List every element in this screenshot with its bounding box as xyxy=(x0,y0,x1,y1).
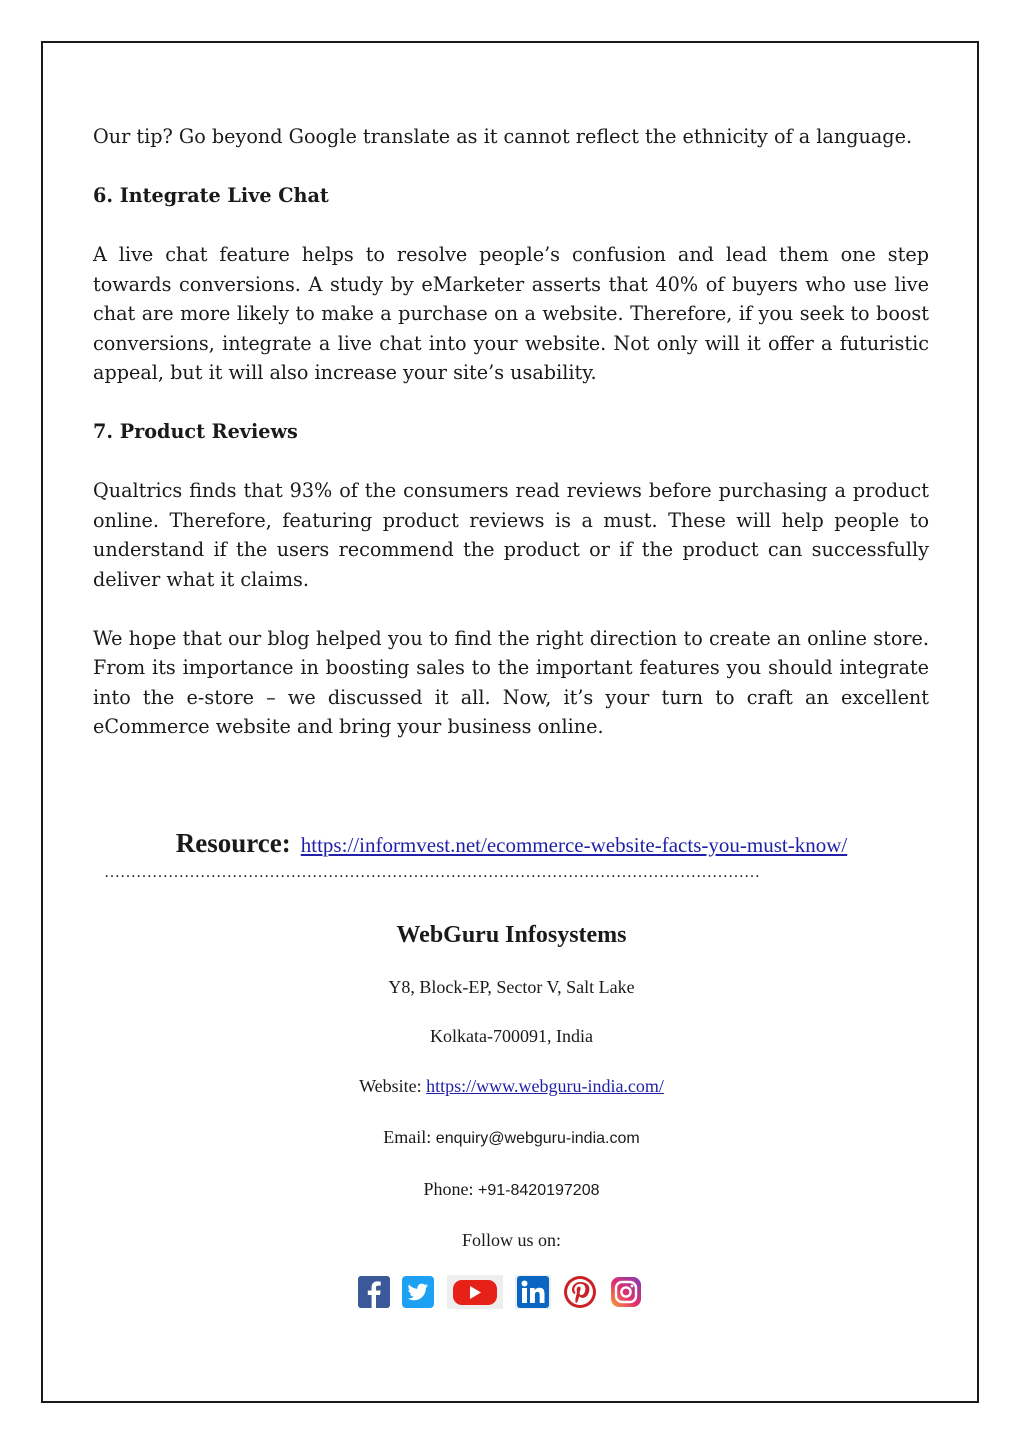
section-heading-live-chat: 6. Integrate Live Chat xyxy=(93,184,329,207)
company-name: WebGuru Infosystems xyxy=(396,922,627,948)
website-label: Website: xyxy=(359,1076,422,1096)
website-link[interactable]: https://www.webguru-india.com/ xyxy=(426,1076,664,1096)
email-value: enquiry@webguru-india.com xyxy=(435,1130,640,1147)
section-heading-product-reviews: 7. Product Reviews xyxy=(93,420,298,443)
resource-link[interactable]: https://informvest.net/ecommerce-website-facts-you-must-know/ xyxy=(300,833,848,857)
instagram-icon[interactable] xyxy=(609,1275,643,1309)
twitter-icon[interactable] xyxy=(401,1275,435,1309)
live-chat-paragraph: A live chat feature helps to resolve people’s confusion and lead them one step towards conversions. A study by eMarketer asserts that 40% of buyers who use live chat are more likely to make a purchase on a website. Therefore, if you seek to boost conversions, integrate a live chat into your website. Not only will it offer a futuristic appeal, but it will also increase your site’s usability. xyxy=(93,243,929,384)
resource-line xyxy=(0,828,1023,859)
phone-line xyxy=(0,1179,1023,1200)
address-line-2: Kolkata-700091, India xyxy=(430,1026,593,1046)
resource-label: Resource: xyxy=(175,828,291,858)
tip-paragraph: Our tip? Go beyond Google translate as it cannot reflect the ethnicity of a language. xyxy=(93,125,913,148)
product-reviews-paragraph: Qualtrics finds that 93% of the consumers read reviews before purchasing a product online. Therefore, featuring product reviews is a must. These will help people to understand if the users recommend the product or if the product can successfully deliver what it claims. xyxy=(93,479,929,591)
pinterest-icon[interactable] xyxy=(563,1275,597,1309)
youtube-icon[interactable] xyxy=(447,1275,503,1309)
social-icons xyxy=(357,1274,643,1310)
follow-label: Follow us on: xyxy=(461,1230,562,1250)
dotted-separator: …………………………………………………………………………………………………………… xyxy=(104,864,760,881)
phone-label: Phone: xyxy=(423,1179,474,1199)
article-body xyxy=(93,122,929,742)
facebook-icon[interactable] xyxy=(357,1275,391,1309)
email-label: Email: xyxy=(383,1127,432,1147)
phone-value: +91-8420197208 xyxy=(478,1182,600,1199)
website-line xyxy=(0,1076,1023,1097)
email-line xyxy=(0,1127,1023,1148)
address-line-1: Y8, Block-EP, Sector V, Salt Lake xyxy=(388,977,635,997)
closing-paragraph: We hope that our blog helped you to find the right direction to create an online store. From its importance in boosting sales to the important features you should integrate into the e-store – we discussed it all. Now, it’s your turn to craft an excellent eCommerce website and bring your business online. xyxy=(93,626,929,738)
linkedin-icon[interactable] xyxy=(515,1275,551,1309)
